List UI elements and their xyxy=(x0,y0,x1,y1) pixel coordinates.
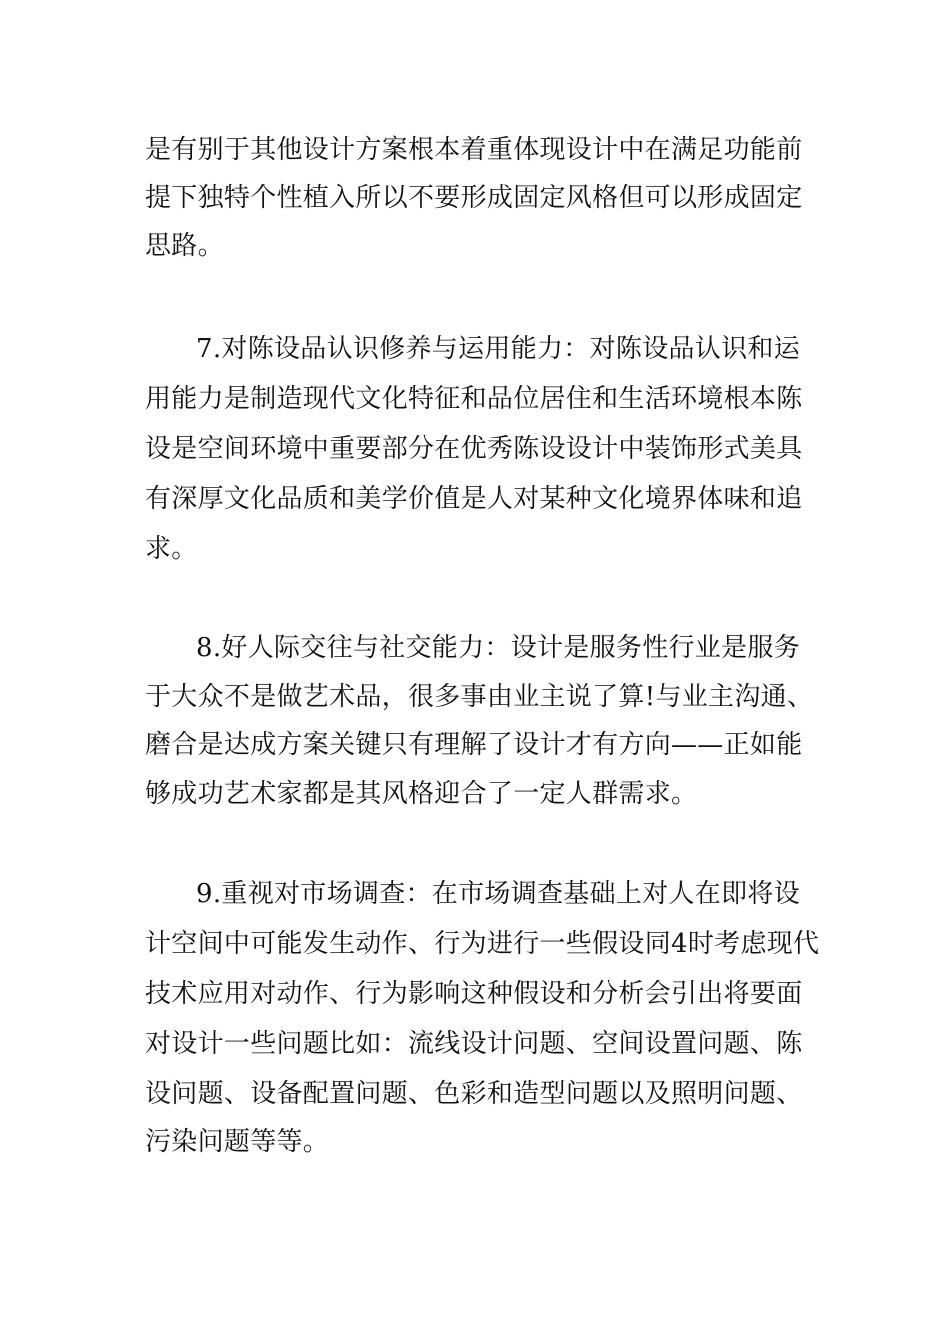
text-line: 够成功艺术家都是其风格迎合了一定人群需求。 xyxy=(145,779,698,809)
text-line: 污染问题等等。 xyxy=(145,1127,330,1157)
text-line: 计空间中可能发生动作、行为进行一些假设同4时考虑现代 xyxy=(145,929,820,959)
text-line: 用能力是制造现代文化特征和品位居住和生活环境根本陈 xyxy=(145,384,803,414)
text-line: 设是空间环境中重要部分在优秀陈设设计中装饰形式美具 xyxy=(145,434,803,464)
text-line: 思路。 xyxy=(145,231,224,261)
text-line: 8.好人际交往与社交能力：设计是服务性行业是服务 xyxy=(196,633,801,663)
text-line: 提下独特个性植入所以不要形成固定风格但可以形成固定 xyxy=(145,183,803,213)
text-line: 9.重视对市场调查：在市场调查基础上对人在即将设 xyxy=(196,879,801,909)
text-line: 磨合是达成方案关键只有理解了设计才有方向——正如能 xyxy=(145,730,803,760)
text-line: 于大众不是做艺术品，很多事由业主说了算!与业主沟通、 xyxy=(145,682,814,712)
text-line: 设问题、设备配置问题、色彩和造型问题以及照明问题、 xyxy=(145,1079,803,1109)
text-line: 对设计一些问题比如：流线设计问题、空间设置问题、陈 xyxy=(145,1029,803,1059)
text-line: 7.对陈设品认识修养与运用能力：对陈设品认识和运 xyxy=(196,334,801,364)
text-line: 求。 xyxy=(145,534,198,564)
text-line: 技术应用对动作、行为影响这种假设和分析会引出将要面 xyxy=(145,979,803,1009)
text-line: 是有别于其他设计方案根本着重体现设计中在满足功能前 xyxy=(145,135,803,165)
text-line: 有深厚文化品质和美学价值是人对某种文化境界体味和追 xyxy=(145,484,803,514)
